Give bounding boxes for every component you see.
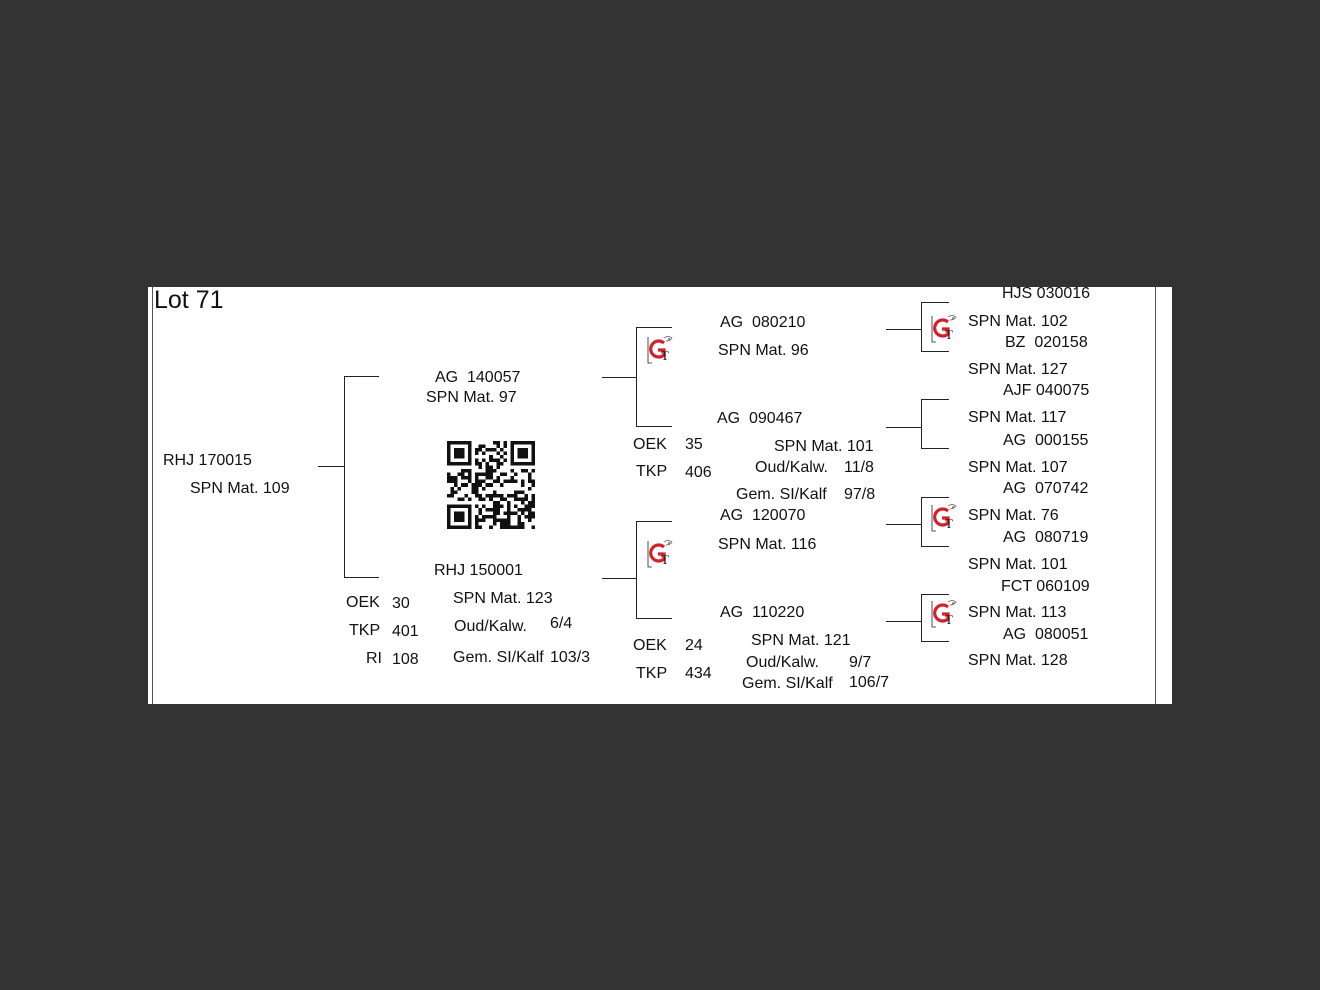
gt-genetics-logo-icon	[926, 501, 960, 535]
dam-oud-value: 6/4	[550, 615, 573, 632]
connector-line	[921, 448, 949, 449]
connector-line	[886, 427, 922, 428]
gen4-2-id: BZ 020158	[1005, 334, 1088, 351]
connector-line	[636, 618, 672, 619]
connector-line	[602, 377, 636, 378]
gen3-1-spn: SPN Mat. 96	[718, 342, 809, 359]
connector-line	[344, 577, 379, 578]
sheet-right-edge	[1155, 287, 1156, 704]
gen3-2-tkp-value: 406	[685, 464, 712, 481]
lot-title: Lot 71	[154, 287, 224, 314]
connector-line	[921, 399, 922, 449]
gen3-2-spn: SPN Mat. 101	[774, 438, 874, 455]
connector-line	[921, 497, 922, 547]
gt-genetics-logo-icon	[642, 333, 676, 367]
dam-ri-label: RI	[366, 650, 382, 667]
sire-id: AG 140057	[435, 369, 521, 386]
connector-line	[602, 578, 636, 579]
gen4-7-id: FCT 060109	[1001, 578, 1090, 595]
gen3-4-oek-label: OEK	[633, 637, 667, 654]
gen3-2-id: AG 090467	[717, 410, 803, 427]
animal-id: RHJ 170015	[163, 452, 252, 469]
connector-line	[636, 521, 637, 619]
dam-gem-value: 103/3	[550, 649, 591, 666]
connector-line	[921, 594, 949, 595]
sheet-left-edge	[148, 287, 153, 704]
connector-line	[921, 302, 922, 352]
dam-tkp-value: 401	[392, 623, 419, 640]
gen4-3-spn: SPN Mat. 117	[968, 409, 1067, 426]
gen4-1-spn: SPN Mat. 102	[968, 313, 1068, 330]
gen3-4-spn: SPN Mat. 121	[751, 632, 851, 649]
gen3-2-oek-value: 35	[685, 436, 703, 453]
gt-genetics-logo-icon	[926, 312, 960, 346]
gen3-4-tkp-value: 434	[685, 665, 712, 682]
gen3-2-oek-label: OEK	[633, 436, 667, 453]
gen3-2-oud-value: 11/8	[844, 459, 874, 476]
connector-line	[636, 521, 672, 522]
dam-gem-label: Gem. SI/Kalf	[453, 649, 544, 666]
gen4-7-spn: SPN Mat. 113	[968, 604, 1067, 621]
connector-line	[636, 327, 637, 427]
gen4-5-spn: SPN Mat. 76	[968, 507, 1059, 524]
gen3-4-gem-value: 106/7	[849, 674, 890, 691]
gen4-5-id: AG 070742	[1003, 480, 1089, 497]
connector-line	[318, 466, 345, 467]
connector-line	[921, 302, 949, 303]
gen4-3-id: AJF 040075	[1003, 382, 1090, 399]
dam-ri-value: 108	[392, 651, 419, 668]
dam-oek-label: OEK	[346, 594, 380, 611]
gt-genetics-logo-icon	[926, 597, 960, 631]
connector-line	[886, 621, 922, 622]
gen3-4-oek-value: 24	[685, 637, 703, 654]
connector-line	[344, 376, 345, 578]
connector-line	[921, 594, 922, 642]
dam-tkp-label: TKP	[349, 622, 381, 639]
gen3-4-oud-label: Oud/Kalw.	[746, 654, 819, 671]
connector-line	[921, 641, 949, 642]
connector-line	[921, 351, 949, 352]
dam-oud-label: Oud/Kalw.	[454, 618, 527, 635]
gen4-4-id: AG 000155	[1003, 432, 1089, 449]
connector-line	[886, 329, 922, 330]
connector-line	[921, 546, 949, 547]
gen3-2-oud-label: Oud/Kalw.	[755, 459, 828, 476]
connector-line	[636, 327, 672, 328]
gen3-1-id: AG 080210	[720, 314, 806, 331]
gen4-6-id: AG 080719	[1003, 529, 1089, 546]
gen3-2-gem-value: 97/8	[844, 486, 876, 503]
connector-line	[636, 426, 672, 427]
gen3-4-id: AG 110220	[720, 604, 805, 621]
gen4-1-id: HJS 030016	[1002, 287, 1091, 302]
gen4-6-spn: SPN Mat. 101	[968, 556, 1068, 573]
gen3-4-oud-value: 9/7	[849, 654, 872, 671]
gen4-8-id: AG 080051	[1003, 626, 1089, 643]
qr-code-icon	[447, 441, 535, 529]
connector-line	[344, 376, 379, 377]
gen3-2-tkp-label: TKP	[636, 463, 668, 480]
dam-oek-value: 30	[392, 595, 410, 612]
gen3-3-spn: SPN Mat. 116	[718, 536, 817, 553]
connector-line	[921, 399, 949, 400]
gen3-3-id: AG 120070	[720, 507, 806, 524]
gen3-4-tkp-label: TKP	[636, 665, 668, 682]
gen3-2-gem-label: Gem. SI/Kalf	[736, 486, 827, 503]
dam-id: RHJ 150001	[434, 562, 523, 579]
sire-spn: SPN Mat. 97	[426, 389, 517, 406]
dam-spn: SPN Mat. 123	[453, 590, 553, 607]
pedigree-sheet	[148, 287, 1172, 704]
connector-line	[886, 524, 922, 525]
gen4-4-spn: SPN Mat. 107	[968, 459, 1068, 476]
gt-genetics-logo-icon	[642, 537, 676, 571]
gen3-4-gem-label: Gem. SI/Kalf	[742, 675, 833, 692]
connector-line	[921, 497, 949, 498]
gen4-8-spn: SPN Mat. 128	[968, 652, 1068, 669]
animal-spn: SPN Mat. 109	[190, 480, 290, 497]
gen4-2-spn: SPN Mat. 127	[968, 361, 1068, 378]
